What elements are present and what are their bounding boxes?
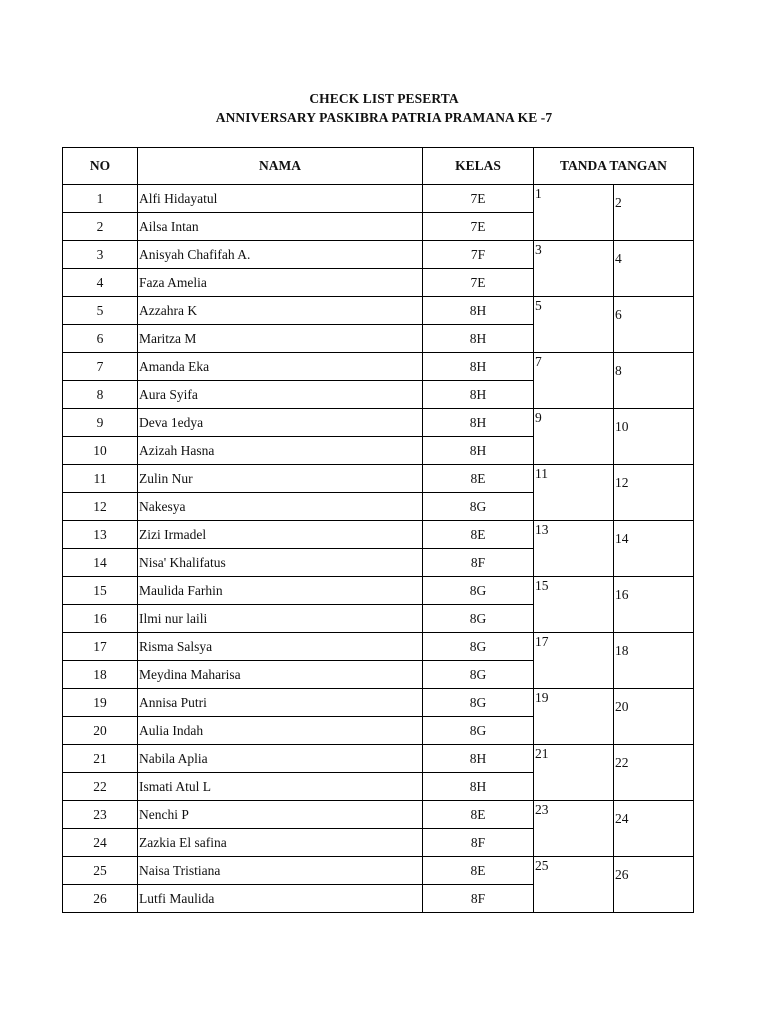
row-number: 26 [63, 885, 138, 913]
header-kelas: KELAS [423, 148, 534, 185]
table-row [63, 689, 694, 717]
participant-name: Lutfi Maulida [138, 885, 423, 913]
participant-class: 8H [423, 297, 534, 325]
signature-pair [534, 185, 693, 240]
signature-slot-left [534, 857, 614, 912]
row-number: 16 [63, 605, 138, 633]
participant-name: Maulida Farhin [138, 577, 423, 605]
signature-number-left: 15 [535, 578, 549, 593]
header-nama: NAMA [138, 148, 423, 185]
participant-name: Risma Salsya [138, 633, 423, 661]
signature-slot-left [534, 409, 614, 464]
signature-box [534, 689, 694, 745]
signature-box [534, 857, 694, 913]
participant-name: Zazkia El safina [138, 829, 423, 857]
signature-box [534, 745, 694, 801]
participant-name: Azizah Hasna [138, 437, 423, 465]
table-row [63, 801, 694, 829]
signature-pair [534, 689, 693, 744]
signature-slot-left [534, 185, 614, 240]
participant-name: Maritza M [138, 325, 423, 353]
signature-slot-left [534, 521, 614, 576]
signature-number-right: 12 [615, 475, 629, 490]
signature-number-left: 19 [535, 690, 549, 705]
participant-class: 8G [423, 493, 534, 521]
signature-box [534, 577, 694, 633]
participant-class: 8F [423, 885, 534, 913]
signature-box [534, 801, 694, 857]
table-header-row [63, 148, 694, 185]
row-number: 20 [63, 717, 138, 745]
signature-pair [534, 297, 693, 352]
signature-number-right: 10 [615, 419, 629, 434]
participant-class: 7E [423, 269, 534, 297]
signature-pair [534, 353, 693, 408]
participant-class: 8H [423, 773, 534, 801]
signature-box [534, 409, 694, 465]
signature-pair [534, 241, 693, 296]
signature-box [534, 465, 694, 521]
signature-slot-left [534, 745, 614, 800]
participant-name: Annisa Putri [138, 689, 423, 717]
participant-class: 8G [423, 577, 534, 605]
row-number: 3 [63, 241, 138, 269]
signature-pair [534, 745, 693, 800]
signature-slot-left [534, 633, 614, 688]
row-number: 10 [63, 437, 138, 465]
row-number: 4 [63, 269, 138, 297]
table-row [63, 521, 694, 549]
signature-number-right: 24 [615, 811, 629, 826]
row-number: 6 [63, 325, 138, 353]
participant-name: Aulia Indah [138, 717, 423, 745]
participant-class: 8H [423, 381, 534, 409]
participant-name: Anisyah Chafifah A. [138, 241, 423, 269]
signature-pair [534, 801, 693, 856]
row-number: 24 [63, 829, 138, 857]
participant-name: Nisa' Khalifatus [138, 549, 423, 577]
signature-number-left: 21 [535, 746, 549, 761]
participant-name: Amanda Eka [138, 353, 423, 381]
signature-number-left: 13 [535, 522, 549, 537]
signature-box [534, 353, 694, 409]
row-number: 11 [63, 465, 138, 493]
table-row [63, 241, 694, 269]
signature-number-left: 1 [535, 186, 542, 201]
row-number: 9 [63, 409, 138, 437]
row-number: 5 [63, 297, 138, 325]
signature-number-left: 7 [535, 354, 542, 369]
signature-pair [534, 633, 693, 688]
participant-class: 7E [423, 185, 534, 213]
participant-class: 7E [423, 213, 534, 241]
table-row [63, 297, 694, 325]
row-number: 15 [63, 577, 138, 605]
table-row [63, 857, 694, 885]
row-number: 17 [63, 633, 138, 661]
participant-class: 8E [423, 521, 534, 549]
participant-name: Zizi Irmadel [138, 521, 423, 549]
signature-pair [534, 465, 693, 520]
participant-class: 8G [423, 689, 534, 717]
row-number: 22 [63, 773, 138, 801]
signature-box [534, 521, 694, 577]
signature-slot-left [534, 801, 614, 856]
table-row [63, 409, 694, 437]
signature-slot-left [534, 689, 614, 744]
row-number: 1 [63, 185, 138, 213]
signature-number-right: 4 [615, 251, 622, 266]
row-number: 23 [63, 801, 138, 829]
row-number: 8 [63, 381, 138, 409]
signature-slot-left [534, 353, 614, 408]
table-row [63, 465, 694, 493]
participant-class: 8H [423, 409, 534, 437]
signature-number-right: 26 [615, 867, 629, 882]
signature-pair [534, 577, 693, 632]
participant-class: 8H [423, 353, 534, 381]
participant-checklist-table [62, 147, 694, 913]
participant-class: 8H [423, 325, 534, 353]
document-title: CHECK LIST PESERTA [309, 91, 459, 106]
participant-name: Nabila Aplia [138, 745, 423, 773]
header-no: NO [63, 148, 138, 185]
participant-name: Nakesya [138, 493, 423, 521]
signature-box [534, 633, 694, 689]
row-number: 2 [63, 213, 138, 241]
participant-name: Aura Syifa [138, 381, 423, 409]
participant-class: 8E [423, 465, 534, 493]
participant-class: 8G [423, 605, 534, 633]
signature-slot-left [534, 241, 614, 296]
signature-number-right: 14 [615, 531, 629, 546]
document-subtitle: ANNIVERSARY PASKIBRA PATRIA PRAMANA KE -7 [215, 110, 553, 125]
participant-name: Ilmi nur laili [138, 605, 423, 633]
participant-class: 8G [423, 717, 534, 745]
table-body [63, 185, 694, 913]
signature-number-right: 2 [615, 195, 622, 210]
signature-number-right: 20 [615, 699, 629, 714]
table-row [63, 633, 694, 661]
row-number: 19 [63, 689, 138, 717]
signature-number-left: 9 [535, 410, 542, 425]
table-row [63, 745, 694, 773]
signature-pair [534, 409, 693, 464]
row-number: 12 [63, 493, 138, 521]
row-number: 7 [63, 353, 138, 381]
participant-name: Faza Amelia [138, 269, 423, 297]
participant-name: Nenchi P [138, 801, 423, 829]
table-row [63, 577, 694, 605]
signature-number-right: 8 [615, 363, 622, 378]
signature-number-right: 16 [615, 587, 629, 602]
row-number: 13 [63, 521, 138, 549]
participant-name: Alfi Hidayatul [138, 185, 423, 213]
row-number: 14 [63, 549, 138, 577]
participant-class: 8F [423, 549, 534, 577]
signature-slot-left [534, 577, 614, 632]
signature-box [534, 241, 694, 297]
row-number: 25 [63, 857, 138, 885]
signature-number-left: 25 [535, 858, 549, 873]
row-number: 21 [63, 745, 138, 773]
table-row [63, 185, 694, 213]
signature-number-right: 22 [615, 755, 629, 770]
signature-number-right: 18 [615, 643, 629, 658]
signature-box [534, 297, 694, 353]
participant-name: Meydina Maharisa [138, 661, 423, 689]
participant-class: 7F [423, 241, 534, 269]
participant-class: 8E [423, 801, 534, 829]
signature-number-left: 17 [535, 634, 549, 649]
participant-name: Deva 1edya [138, 409, 423, 437]
signature-slot-left [534, 465, 614, 520]
signature-slot-left [534, 297, 614, 352]
participant-name: Ailsa Intan [138, 213, 423, 241]
participant-class: 8F [423, 829, 534, 857]
participant-class: 8G [423, 633, 534, 661]
header-tanda-tangan: TANDA TANGAN [534, 148, 694, 185]
participant-name: Ismati Atul L [138, 773, 423, 801]
participant-class: 8H [423, 745, 534, 773]
signature-number-left: 3 [535, 242, 542, 257]
participant-name: Zulin Nur [138, 465, 423, 493]
participant-class: 8G [423, 661, 534, 689]
signature-pair [534, 857, 693, 912]
participant-class: 8E [423, 857, 534, 885]
signature-pair [534, 521, 693, 576]
signature-number-left: 5 [535, 298, 542, 313]
participant-class: 8H [423, 437, 534, 465]
participant-name: Azzahra K [138, 297, 423, 325]
signature-number-right: 6 [615, 307, 622, 322]
signature-number-left: 23 [535, 802, 549, 817]
signature-number-left: 11 [535, 466, 548, 481]
signature-box [534, 185, 694, 241]
participant-name: Naisa Tristiana [138, 857, 423, 885]
row-number: 18 [63, 661, 138, 689]
table-row [63, 353, 694, 381]
